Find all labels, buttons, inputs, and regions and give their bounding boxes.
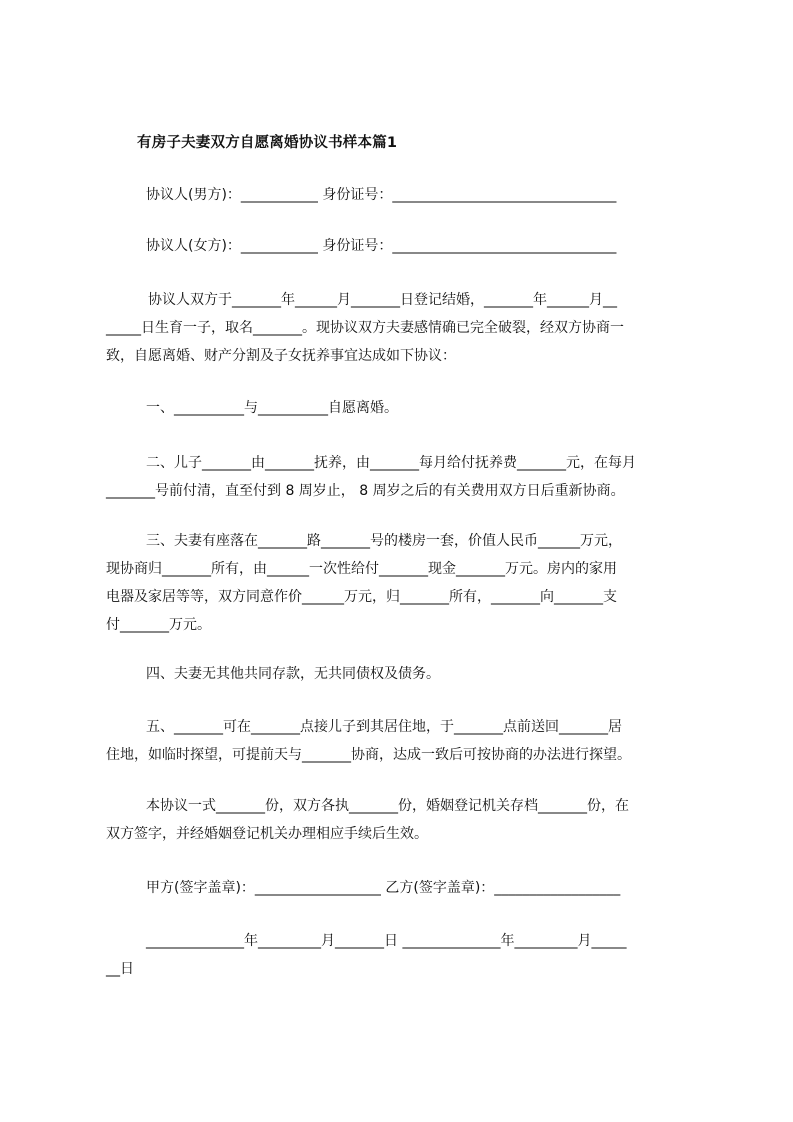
clause-2-line-1: 二、儿子_______由_______抚养，由_______每月给付抚养费_______元，在每月 [146,455,636,471]
date-line-1: ______________年_________月_______日 ______________年_________月_____ [146,933,627,949]
intro-line-2: _____日生育一子，取名_______。现协议双方夫妻感情确已完全破裂，经双方协商一 [106,320,624,336]
effect-paragraph [106,792,706,848]
date-line-2: __日 [106,961,134,977]
intro-line-1: 协议人双方于_______年______月_______日登记结婚，_______年______月__ [148,292,617,308]
clause-1: 一、__________与__________自愿离婚。 [146,400,398,416]
clause-5-line-2: 住地，如临时探望，可提前天与_______协商，达成一致后可按协商的办法进行探望。 [106,747,631,763]
intro-line-3: 致，自愿离婚、财产分割及子女抚养事宜达成如下协议： [106,348,456,364]
clause-3-paragraph [106,527,706,639]
effect-line-1: 本协议一式_______份，双方各执_______份，婚姻登记机关存档_______份，在 [146,798,629,814]
clause-3-line-2: 现协商归_______所有，由______一次性给付_______现金_______万元。房内的家用 [106,561,617,577]
document-title: 有房子夫妻双方自愿离婚协议书样本篇1 [137,135,398,151]
clause-3-line-3: 电器及家居等等，双方同意作价______万元，归_______所有，_______向_______支 [106,589,617,605]
intro-paragraph [106,286,706,370]
effect-line-2: 双方签字，并经婚姻登记机关办理相应手续后生效。 [106,826,428,842]
clause-3-line-4: 付_______万元。 [106,617,211,633]
party-female-line: 协议人(女方)：___________ 身份证号：________________________________ [146,238,617,254]
date-paragraph [106,927,706,983]
clause-5-paragraph [106,713,706,769]
clause-4: 四、夫妻无其他共同存款，无共同债权及债务。 [146,666,440,682]
clause-5-line-1: 五、_______可在_______点接儿子到其居住地，于_______点前送回_______居 [146,719,622,735]
clause-2-paragraph [106,449,706,505]
signature-line: 甲方(签字盖章)：__________________ 乙方(签字盖章)：__________________ [146,880,621,896]
party-male-line: 协议人(男方)：___________ 身份证号：________________________________ [146,187,617,203]
clause-3-line-1: 三、夫妻有座落在_______路_______号的楼房一套，价值人民币______万元， [146,533,622,549]
clause-2-line-2: _______号前付清，直至付到 8 周岁止， 8 周岁之后的有关费用双方日后重新协商。 [106,483,625,499]
